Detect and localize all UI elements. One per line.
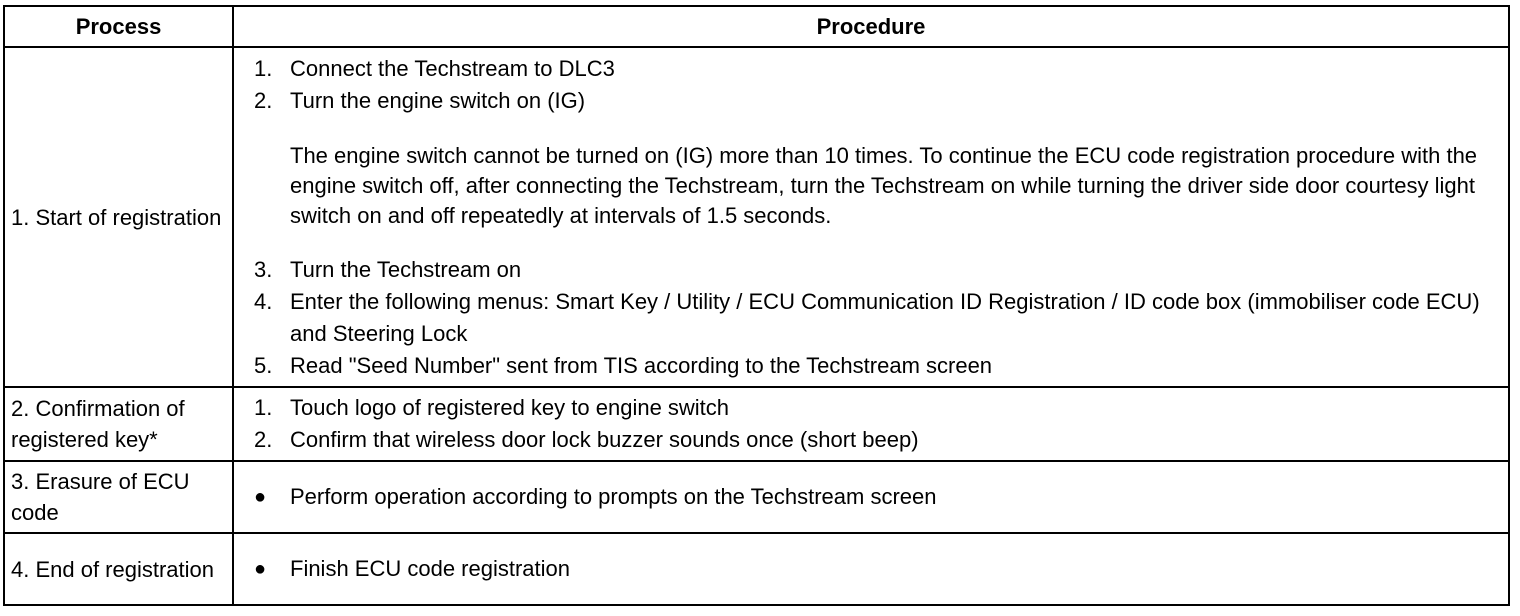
process-label: 4. End of registration (11, 556, 215, 582)
procedure-cell (233, 461, 1509, 533)
table-row (4, 387, 1509, 461)
step-text: Turn the engine switch on (IG) (290, 87, 586, 113)
step-number: 1. (254, 395, 273, 420)
list-item (254, 424, 1488, 456)
step-number: 5. (254, 352, 273, 378)
step-text: Read "Seed Number" sent from TIS according to the Techstream screen (290, 352, 993, 378)
procedure-note: The engine switch cannot be turned on (IG) more than 10 times. To continue the ECU code registration procedure with the engine switch off, after connecting the Techstream, turn the Techstream on while turning the driver side door courtesy light switch on and off repeatedly at intervals of 1.5 seconds. (290, 142, 1478, 228)
bullet-icon: ● (254, 558, 267, 580)
process-cell (4, 47, 233, 387)
header-row (4, 6, 1509, 47)
list-item (254, 85, 1488, 117)
list-item (254, 286, 1488, 350)
bullet-text: Perform operation according to prompts on the Techstream screen (290, 484, 937, 509)
step-number: 1. (254, 55, 273, 81)
table-row (4, 461, 1509, 533)
step-text: Turn the Techstream on (290, 256, 522, 282)
step-text: Touch logo of registered key to engine switch (290, 395, 730, 420)
procedure-table (3, 5, 1510, 606)
step-number: 4. (254, 288, 273, 314)
procedure-cell (233, 533, 1509, 605)
list-item (254, 481, 1488, 513)
process-cell (4, 461, 233, 533)
process-label: 3. Erasure of ECU code (11, 469, 190, 525)
table-row (4, 533, 1509, 605)
process-cell (4, 387, 233, 461)
step-text: Confirm that wireless door lock buzzer sounds once (short beep) (290, 427, 919, 452)
header-procedure: Procedure (233, 6, 1509, 47)
process-label: 2. Confirmation of registered key* (11, 396, 185, 452)
list-item (254, 254, 1488, 286)
list-item (254, 392, 1488, 424)
bullet-text: Finish ECU code registration (290, 556, 571, 581)
table-row (4, 47, 1509, 387)
list-item (254, 553, 1488, 585)
procedure-cell (233, 387, 1509, 461)
procedure-cell (233, 47, 1509, 387)
step-text: Enter the following menus: Smart Key / Utility / ECU Communication ID Registration / ID code box (immobiliser code ECU) and Steering Lock (290, 288, 1480, 346)
process-label: 1. Start of registration (11, 204, 222, 230)
list-item (254, 350, 1488, 382)
list-item (254, 53, 1488, 85)
step-number: 2. (254, 87, 273, 113)
process-cell (4, 533, 233, 605)
bullet-icon: ● (254, 486, 267, 508)
step-text: Connect the Techstream to DLC3 (290, 55, 615, 81)
step-number: 2. (254, 427, 273, 452)
header-process: Process (4, 6, 233, 47)
step-number: 3. (254, 256, 273, 282)
